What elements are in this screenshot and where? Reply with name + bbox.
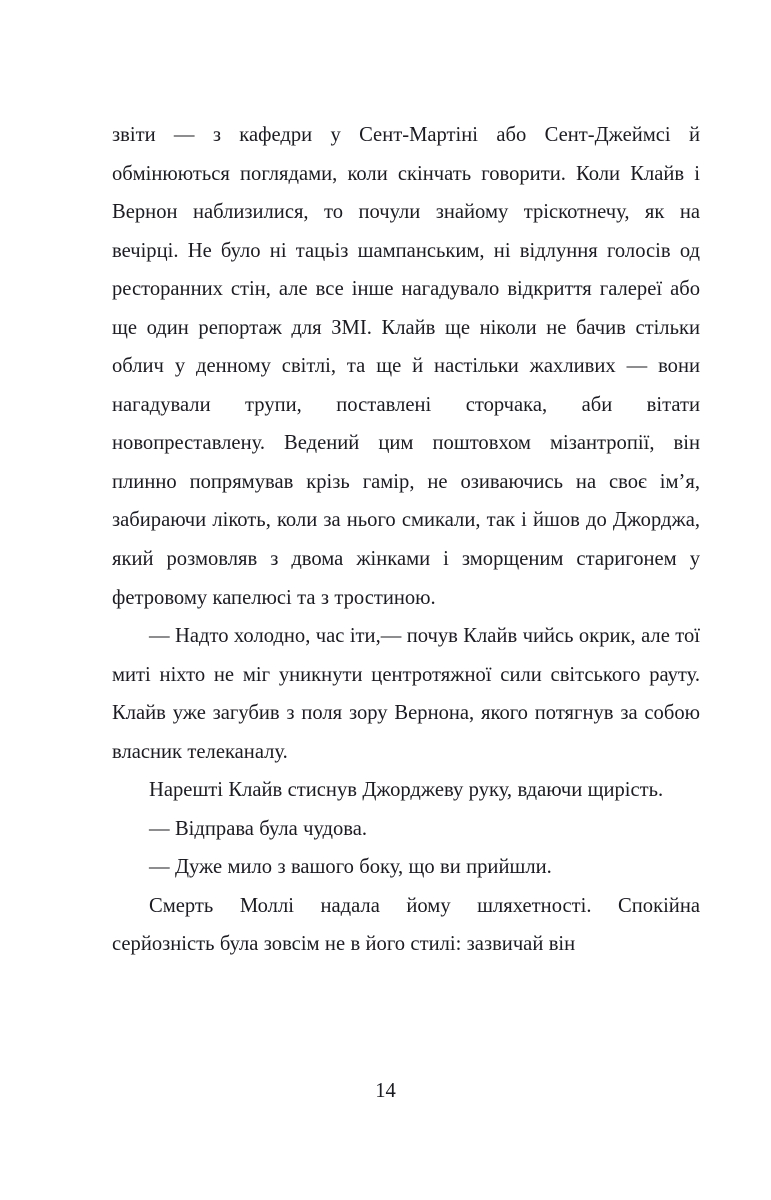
paragraph: Смерть Моллі надала йому шляхетності. Спокійна серйозність була зовсім не в його стилі: зазвичай він — [112, 894, 700, 956]
page-number: 14 — [375, 1080, 396, 1102]
paragraph: — Надто холодно, час іти,— почув Клайв чийсь окрик, але тої миті ніхто не міг уникнути центротяжної сили світського рауту. Клайв уже загубив з поля зору Вернона, якого потягнув за собою власник телеканалу. — [112, 625, 700, 763]
paragraph: — Відправа була чудова. — [149, 817, 368, 840]
paragraph: Нарешті Клайв стиснув Джорджеву руку, вдаючи щирість. — [149, 779, 664, 802]
page-text-block — [112, 116, 700, 964]
paragraph: звіти — з кафедри у Сент-Мартіні або Сент-Джеймсі й обмінюються поглядами, коли скінчать говорити. Коли Клайв і Вернон наблизилися, то почули знайому тріскотнечу, як на вечірці. Не було ні тацьіз шампанським, ні відлуння голосів од ресторанних стін, але все інше нагадувало відкриття галереї або ще один репортаж для ЗМІ. Клайв ще ніколи не бачив стільки облич у денному світлі, та ще й настільки жахливих — вони нагадували трупи, поставлені сторчака, аби вітати новопреставлену. Ведений цим поштовхом мізантропії, він плинно попрямував крізь гамір, не озиваючись на своє ім’я, забираючи лікоть, коли за нього смикали, так і йшов до Джорджа, який розмовляв з двома жінками і зморщеним старигонем у фетровому капелюсі та з тростиною. — [112, 124, 700, 609]
paragraph: — Дуже мило з вашого боку, що ви прийшли. — [149, 856, 552, 879]
